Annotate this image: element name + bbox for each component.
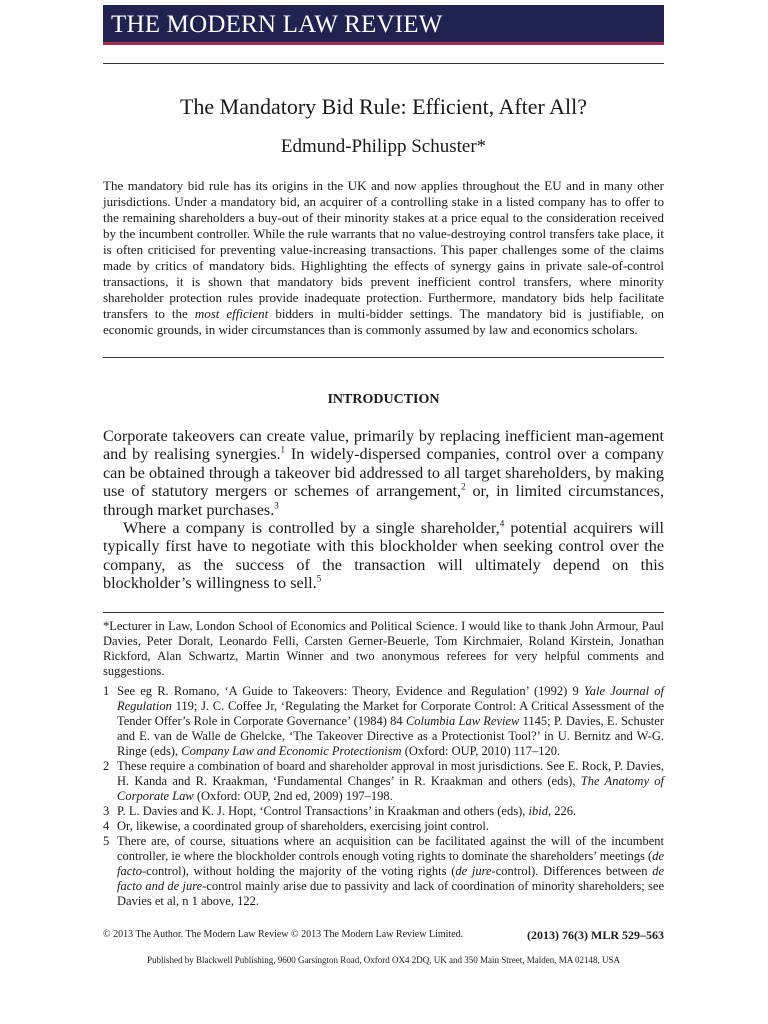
article-author: Edmund-Philipp Schuster* [280,136,487,157]
text-run: -control), without holding the majority of the voting rights ( [142,864,456,878]
body-text [103,427,664,593]
italic-run: Company Law and Economic Protectionism [181,744,402,758]
abstract-text-end: bidders in multi-bidder settings. The mandatory bid is justifiable, on economic grounds, in wider circumstances than is commonly assumed by law and economics scholars. [103,306,664,337]
italic-run: de facto and de jure [117,864,664,893]
footnote-ref: 5 [316,573,322,584]
italic-run: ibid [528,804,548,818]
text-run: or, in limited circumstances, through market purchases. [103,482,664,519]
author-footnote: *Lecturer in Law, London School of Economics and Political Science. I would like to thank John Armour, Paul Davies, Peter Doralt, Leonardo Felli, Carsten Gerner-Beuerle, Tom Kirchmaier, Roland Kirstein, Jonathan Rickford, Alan Schwartz, Martin Winner and two anonymous referees for very helpful comments and suggestions. [103,619,664,678]
text-run: Where a company is controlled by a single shareholder, [123,519,500,538]
copyright-text: © 2013 The Author. The Modern Law Review © 2013 The Modern Law Review Limited. [103,929,464,940]
publisher-line: Published by Blackwell Publishing, 9600 Garsington Road, Oxford OX4 2DQ, UK and 350 Main Street, Malden, MA 02148, USA [147,955,620,965]
text-run: , 226. [547,804,577,818]
footnote-ref: 4 [499,518,505,529]
text-run: -control mainly arise due to passivity and lack of coordination of minority shareholders; see Davies et al, n 1 above, 122. [117,879,664,908]
footnote-ref: 1 [280,445,286,456]
footnote-number: 5 [103,834,110,848]
footnote-1 [103,684,664,759]
section-heading: INTRODUCTION [327,392,440,407]
footnote-number: 1 [103,684,110,698]
footnote-5 [103,834,664,909]
footnote-divider [103,612,664,613]
italic-run: Yale Journal of Regulation [117,684,664,713]
footnotes [103,684,664,909]
abstract-emphasis: most efficient [194,306,269,321]
footnote-number: 2 [103,759,110,773]
text-run: (Oxford: OUP, 2010) 117–120. [401,744,561,758]
footnote-number: 3 [103,804,110,818]
italic-run: de jure [455,864,492,878]
header-divider [103,63,664,64]
abstract-text: The mandatory bid rule has its origins in the UK and now applies throughout the EU and in many other jurisdictions. Under a mandatory bid, an acquirer of a controlling stake in a listed company has to offer to the remaining shareholders a buy-out of their minority stakes at a price equal to the consideration received by the incumbent controller. While the rule warrants that no value-destroying control transfers take place, it is often criticised for preventing value-increasing transactions. This paper challenges some of the claims made by critics of mandatory bids. Highlighting the effects of synergy gains in private sale-of-control transactions, it is shown that mandatory bids prevent inefficient control transfers, where minority shareholder protection rules provide inadequate protection. Furthermore, mandatory bids help facilitate transfers to the [103,178,664,321]
italic-run: de facto [117,849,664,878]
journal-name: THE MODERN LAW REVIEW [111,11,443,38]
abstract-divider [103,357,664,358]
text-run: See eg R. Romano, ‘A Guide to Takeovers: Theory, Evidence and Regulation’ (1992) 9 [117,684,584,698]
text-run: potential acquirers will typically first have to negotiate with this blockholder when seeking control over the company, as the success of the transaction will ultimately depend on this blockholder’s willingness to sell. [103,519,664,593]
footnote-4 [103,819,664,834]
text-run: P. L. Davies and K. J. Hopt, ‘Control Transactions’ in Kraakman and others (eds), [117,804,529,818]
footnote-number: 4 [103,819,110,833]
footnote-3 [103,804,664,819]
text-run: (Oxford: OUP, 2nd ed, 2009) 197–198. [193,789,393,803]
text-run: In widely-dispersed companies, control over a company can be obtained through a takeover bid addressed to all target shareholders, by making use of statutory mergers or schemes of arrangement, [103,445,664,501]
paragraph-2 [103,519,664,593]
journal-citation: (2013) 76(3) MLR 529–563 [527,928,664,942]
paragraph-1 [103,427,664,519]
text-run: There are, of course, situations where an acquisition can be facilitated against the will of the incumbent controller, ie where the blockholder controls enough voting rights to dominate the shareholders’ meetings ( [117,834,664,863]
abstract [103,178,664,338]
text-run: Or, likewise, a coordinated group of shareholders, exercising joint control. [117,819,489,833]
text-run: 119; J. C. Coffee Jr, ‘Regulating the Market for Corporate Control: A Critical Assessment of the Tender Offer’s Role in Corporate Governance’ (1984) 84 [117,699,664,728]
footnote-2 [103,759,664,804]
text-run: These require a combination of board and shareholder approval in most jurisdictions. See E. Rock, P. Davies, H. Kanda and R. Kraakman, ‘Fundamental Changes’ in R. Kraakman and others (eds), [117,759,664,788]
journal-banner [103,5,664,45]
italic-run: Columbia Law Review [405,714,520,728]
italic-run: The Anatomy of Corporate Law [117,774,664,803]
copyright-line [103,929,664,940]
text-run: -control). Differences between [491,864,653,878]
footnote-ref: 2 [461,481,466,492]
footnote-ref: 3 [274,500,279,511]
text-run: Corporate takeovers can create value, primarily by replacing inefficient man-agement and by realising synergies. [103,427,664,464]
text-run: 1145; P. Davies, E. Schuster and E. van de Walle de Ghelcke, ‘The Takeover Directive as a Protectionist Tool?’ in U. Bernitz and W-G. Ringe (eds), [117,714,664,758]
article-title: The Mandatory Bid Rule: Efficient, After All? [179,94,588,119]
